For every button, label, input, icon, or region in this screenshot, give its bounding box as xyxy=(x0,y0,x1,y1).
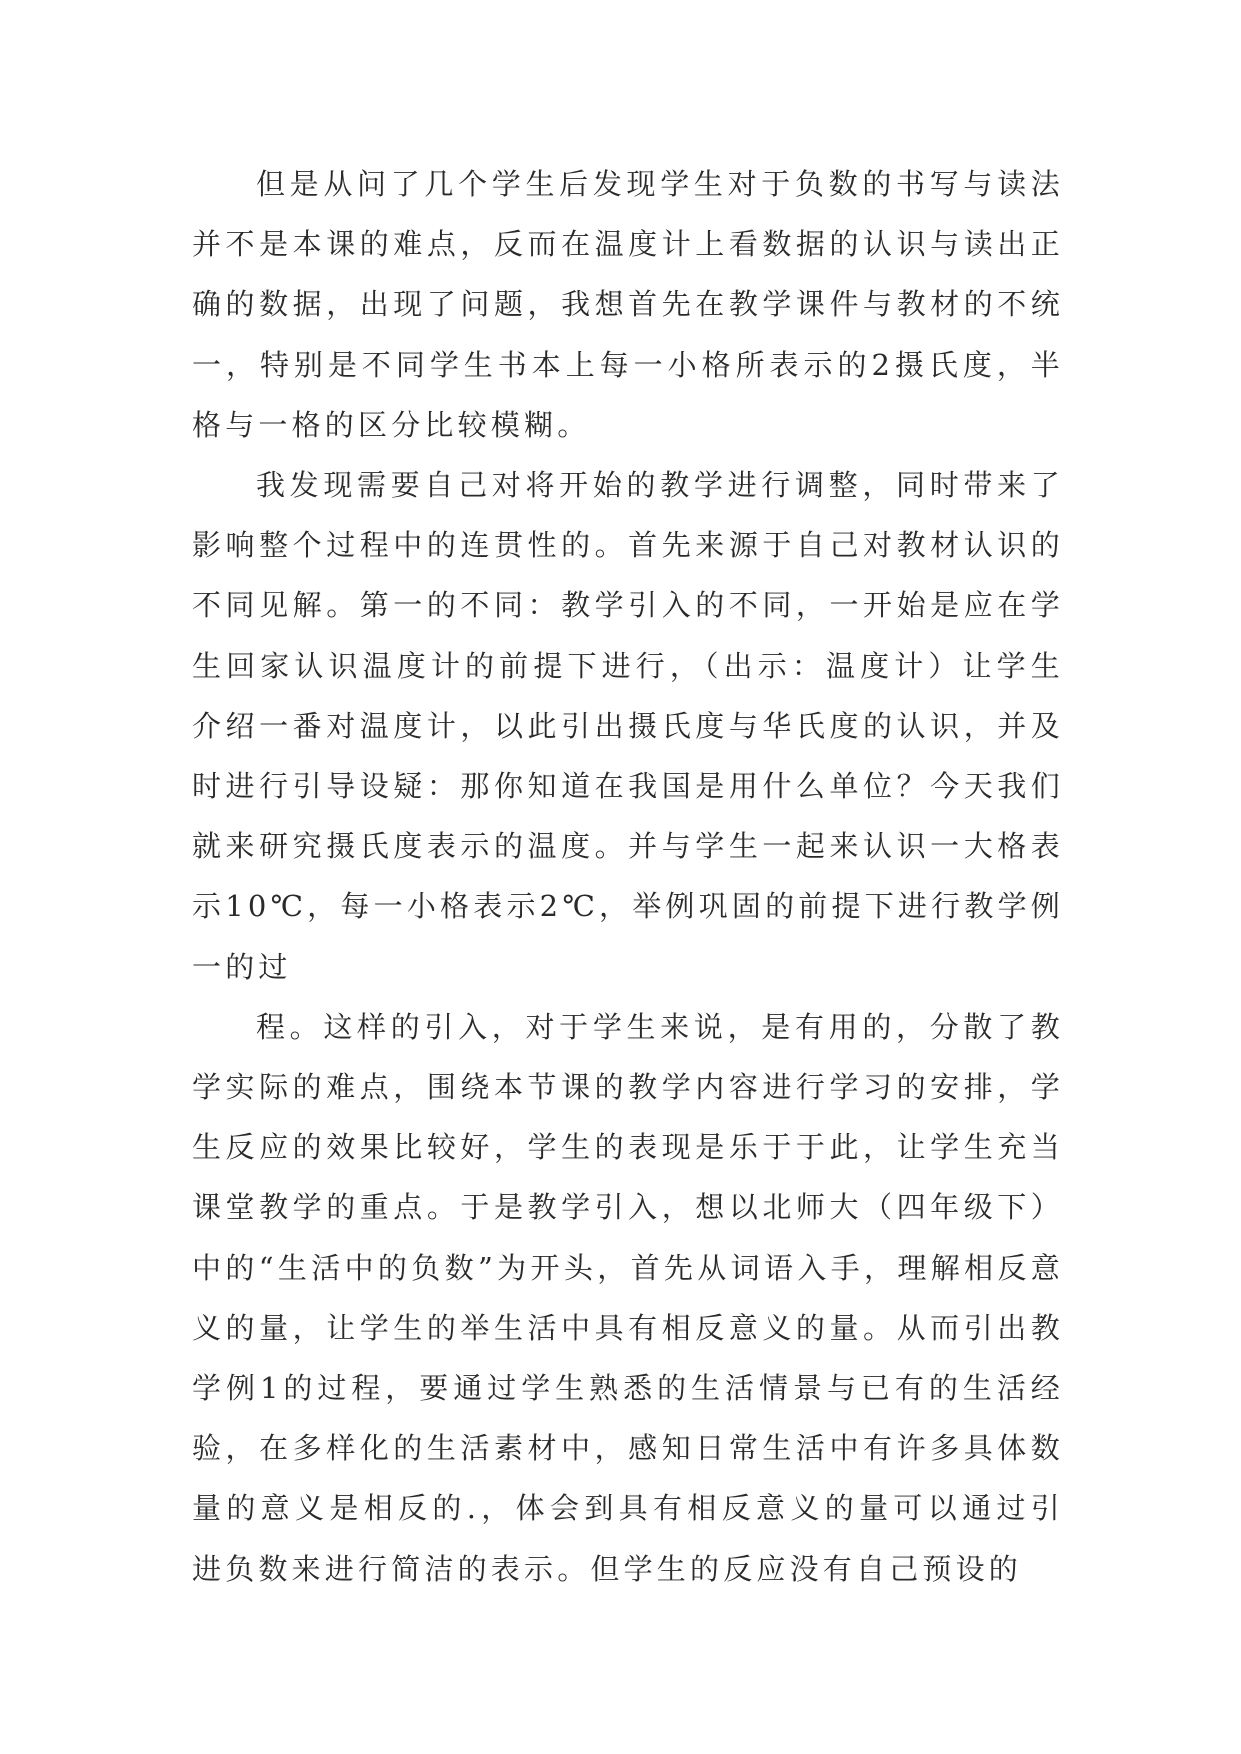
paragraph: 我发现需要自己对将开始的教学进行调整，同时带来了影响整个过程中的连贯性的。首先来源于自己对教材认识的不同见解。第一的不同：教学引入的不同，一开始是应在学生回家认识温度计的前提下进行，（出示：温度计）让学生介绍一番对温度计，以此引出摄氏度与华氏度的认识，并及时进行引导设疑：那你知道在我国是用什么单位？今天我们就来研究摄氏度表示的温度。并与学生一起来认识一大格表示10℃，每一小格表示2℃，举例巩固的前提下进行教学例一的过 xyxy=(192,468,1064,984)
paragraph: 程。这样的引入，对于学生来说，是有用的，分散了教学实际的难点，围绕本节课的教学内容进行学习的安排，学生反应的效果比较好，学生的表现是乐于于此，让学生充当课堂教学的重点。于是教学引入，想以北师大（四年级下）中的“生活中的负数”为开头，首先从词语入手，理解相反意义的量，让学生的举生活中具有相反意义的量。从而引出教学例1的过程，要通过学生熟悉的生活情景与已有的生活经验，在多样化的生活素材中，感知日常生活中有许多具体数量的意义是相反的.，体会到具有相反意义的量可以通过引进负数来进行简洁的表示。但学生的反应没有自己预设的 xyxy=(192,1009,1064,1586)
paragraph: 但是从问了几个学生后发现学生对于负数的书写与读法并不是本课的难点，反而在温度计上看数据的认识与读出正确的数据，出现了问题，我想首先在教学课件与教材的不统一，特别是不同学生书本上每一小格所表示的2摄氏度，半格与一格的区分比较模糊。 xyxy=(192,167,1064,442)
document-body xyxy=(192,154,1064,1599)
